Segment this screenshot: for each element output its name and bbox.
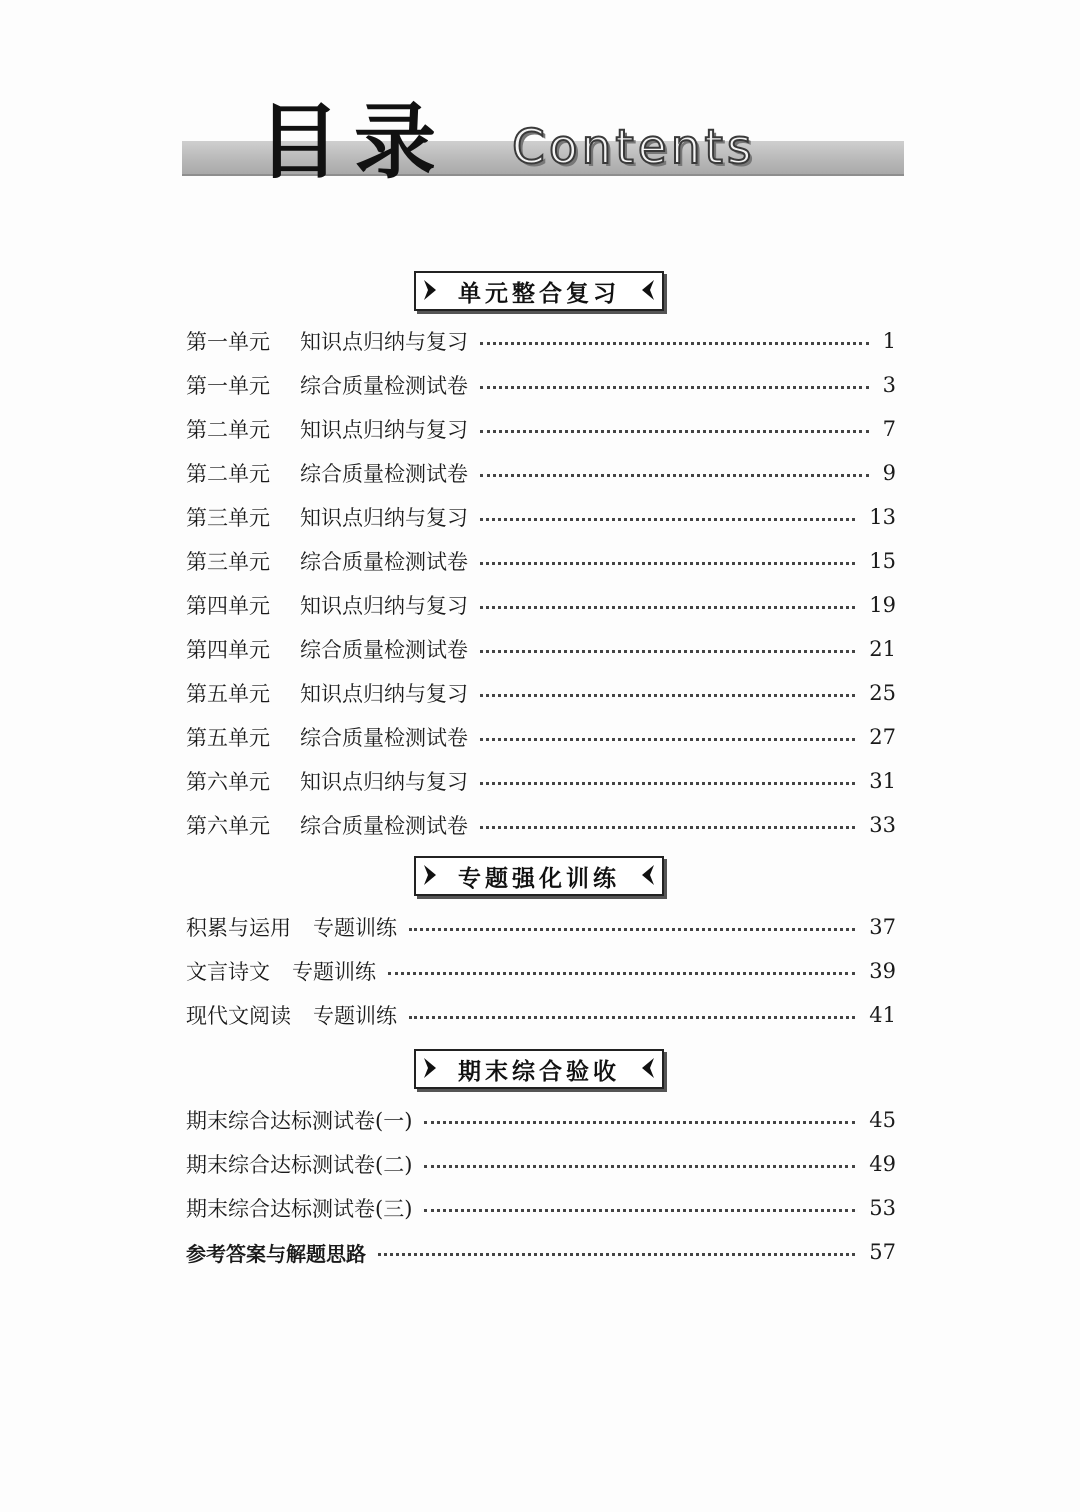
toc-entry-page: 41 — [869, 1003, 896, 1027]
toc-entry-page: 49 — [869, 1152, 896, 1176]
toc-entry-topic: 综合质量检测试卷 — [300, 638, 468, 662]
dot-leader — [378, 1253, 855, 1256]
toc-entry-page: 21 — [869, 637, 896, 661]
toc-entry-page: 25 — [869, 681, 896, 705]
toc-entry-title: 参考答案与解题思路 — [186, 1241, 366, 1266]
dot-leader — [480, 826, 855, 829]
right-arrow-icon — [422, 278, 438, 302]
dot-leader — [480, 342, 869, 345]
toc-entry-category: 积累与运用 — [186, 916, 291, 940]
toc-entry-topic: 知识点归纳与复习 — [300, 770, 468, 794]
toc-entry-page: 9 — [882, 461, 896, 485]
toc-entry-page: 3 — [882, 373, 896, 397]
toc-entry[interactable] — [186, 997, 896, 1033]
right-arrow-icon — [422, 863, 438, 887]
dot-leader — [480, 738, 855, 741]
toc-entry-unit: 第二单元 — [186, 418, 270, 442]
dot-leader — [388, 972, 855, 975]
toc-entry[interactable] — [186, 631, 896, 667]
toc-entry-title: 期末综合达标测试卷(一) — [186, 1109, 413, 1133]
dot-leader — [424, 1121, 855, 1124]
toc-entry[interactable] — [186, 909, 896, 945]
toc-entry-topic: 综合质量检测试卷 — [300, 462, 468, 486]
dot-leader — [424, 1209, 855, 1212]
toc-entry-page: 33 — [869, 813, 896, 837]
toc-entry-unit: 第四单元 — [186, 638, 270, 662]
section-label-unit-review: 单元整合复习 — [414, 271, 664, 311]
dot-leader — [424, 1165, 855, 1168]
dot-leader — [480, 518, 855, 521]
toc-entry-unit: 第一单元 — [186, 330, 270, 354]
toc-entry[interactable] — [186, 543, 896, 579]
toc-entry-page: 15 — [869, 549, 896, 573]
toc-entry-page: 45 — [869, 1108, 896, 1132]
section-label-special-training: 专题强化训练 — [414, 856, 664, 896]
toc-entry-topic: 专题训练 — [313, 916, 397, 940]
left-arrow-icon — [640, 1056, 656, 1080]
toc-entry-page: 31 — [869, 769, 896, 793]
dot-leader — [480, 386, 869, 389]
toc-entry-topic: 专题训练 — [292, 960, 376, 984]
toc-entry[interactable] — [186, 499, 896, 535]
toc-entry-unit: 第一单元 — [186, 374, 270, 398]
toc-entry-title: 期末综合达标测试卷(二) — [186, 1153, 413, 1177]
toc-entry-unit: 第六单元 — [186, 814, 270, 838]
page-title: 目录 — [258, 95, 451, 190]
toc-entry-unit: 第五单元 — [186, 726, 270, 750]
page-title-english: Contents — [512, 120, 756, 175]
toc-entry-page: 19 — [869, 593, 896, 617]
dot-leader — [480, 694, 855, 697]
toc-entry-unit: 第三单元 — [186, 506, 270, 530]
toc-entry-topic: 知识点归纳与复习 — [300, 594, 468, 618]
toc-entry-topic: 专题训练 — [313, 1004, 397, 1028]
dot-leader — [480, 650, 855, 653]
toc-entry[interactable] — [186, 1190, 896, 1226]
toc-entry-category: 现代文阅读 — [186, 1004, 291, 1028]
toc-entry[interactable] — [186, 953, 896, 989]
left-arrow-icon — [640, 278, 656, 302]
dot-leader — [480, 430, 869, 433]
left-arrow-icon — [640, 863, 656, 887]
toc-entry-topic: 知识点归纳与复习 — [300, 330, 468, 354]
toc-entry-topic: 知识点归纳与复习 — [300, 418, 468, 442]
dot-leader — [480, 782, 855, 785]
toc-entry-page: 53 — [869, 1196, 896, 1220]
toc-entry-unit: 第六单元 — [186, 770, 270, 794]
toc-entry-page: 13 — [869, 505, 896, 529]
dot-leader — [409, 1016, 855, 1019]
toc-entry-topic: 综合质量检测试卷 — [300, 726, 468, 750]
toc-entry-topic: 知识点归纳与复习 — [300, 506, 468, 530]
toc-entry[interactable] — [186, 719, 896, 755]
toc-entry-title: 期末综合达标测试卷(三) — [186, 1197, 413, 1221]
toc-entry-page: 57 — [869, 1240, 896, 1264]
right-arrow-icon — [422, 1056, 438, 1080]
toc-entry-page: 1 — [882, 329, 896, 353]
toc-entry[interactable] — [186, 1102, 896, 1138]
toc-entry-topic: 综合质量检测试卷 — [300, 814, 468, 838]
toc-entry[interactable] — [186, 675, 896, 711]
toc-entry-category: 文言诗文 — [186, 960, 270, 984]
toc-entry[interactable] — [186, 807, 896, 843]
dot-leader — [480, 562, 855, 565]
toc-entry-unit: 第五单元 — [186, 682, 270, 706]
toc-entry[interactable] — [186, 763, 896, 799]
toc-entry-page: 27 — [869, 725, 896, 749]
dot-leader — [409, 928, 855, 931]
toc-entry-unit: 第二单元 — [186, 462, 270, 486]
toc-entry[interactable] — [186, 1234, 896, 1270]
section-label-final-assessment: 期末综合验收 — [414, 1049, 664, 1089]
toc-entry-unit: 第四单元 — [186, 594, 270, 618]
toc-entry[interactable] — [186, 323, 896, 359]
toc-entry-topic: 知识点归纳与复习 — [300, 682, 468, 706]
toc-entry-topic: 综合质量检测试卷 — [300, 550, 468, 574]
toc-entry-page: 39 — [869, 959, 896, 983]
toc-entry-page: 7 — [882, 417, 896, 441]
dot-leader — [480, 474, 869, 477]
dot-leader — [480, 606, 855, 609]
toc-entry[interactable] — [186, 1146, 896, 1182]
toc-entry-topic: 综合质量检测试卷 — [300, 374, 468, 398]
toc-entry[interactable] — [186, 367, 896, 403]
toc-entry-page: 37 — [869, 915, 896, 939]
toc-entry[interactable] — [186, 411, 896, 447]
toc-entry[interactable] — [186, 455, 896, 491]
toc-entry[interactable] — [186, 587, 896, 623]
toc-entry-unit: 第三单元 — [186, 550, 270, 574]
